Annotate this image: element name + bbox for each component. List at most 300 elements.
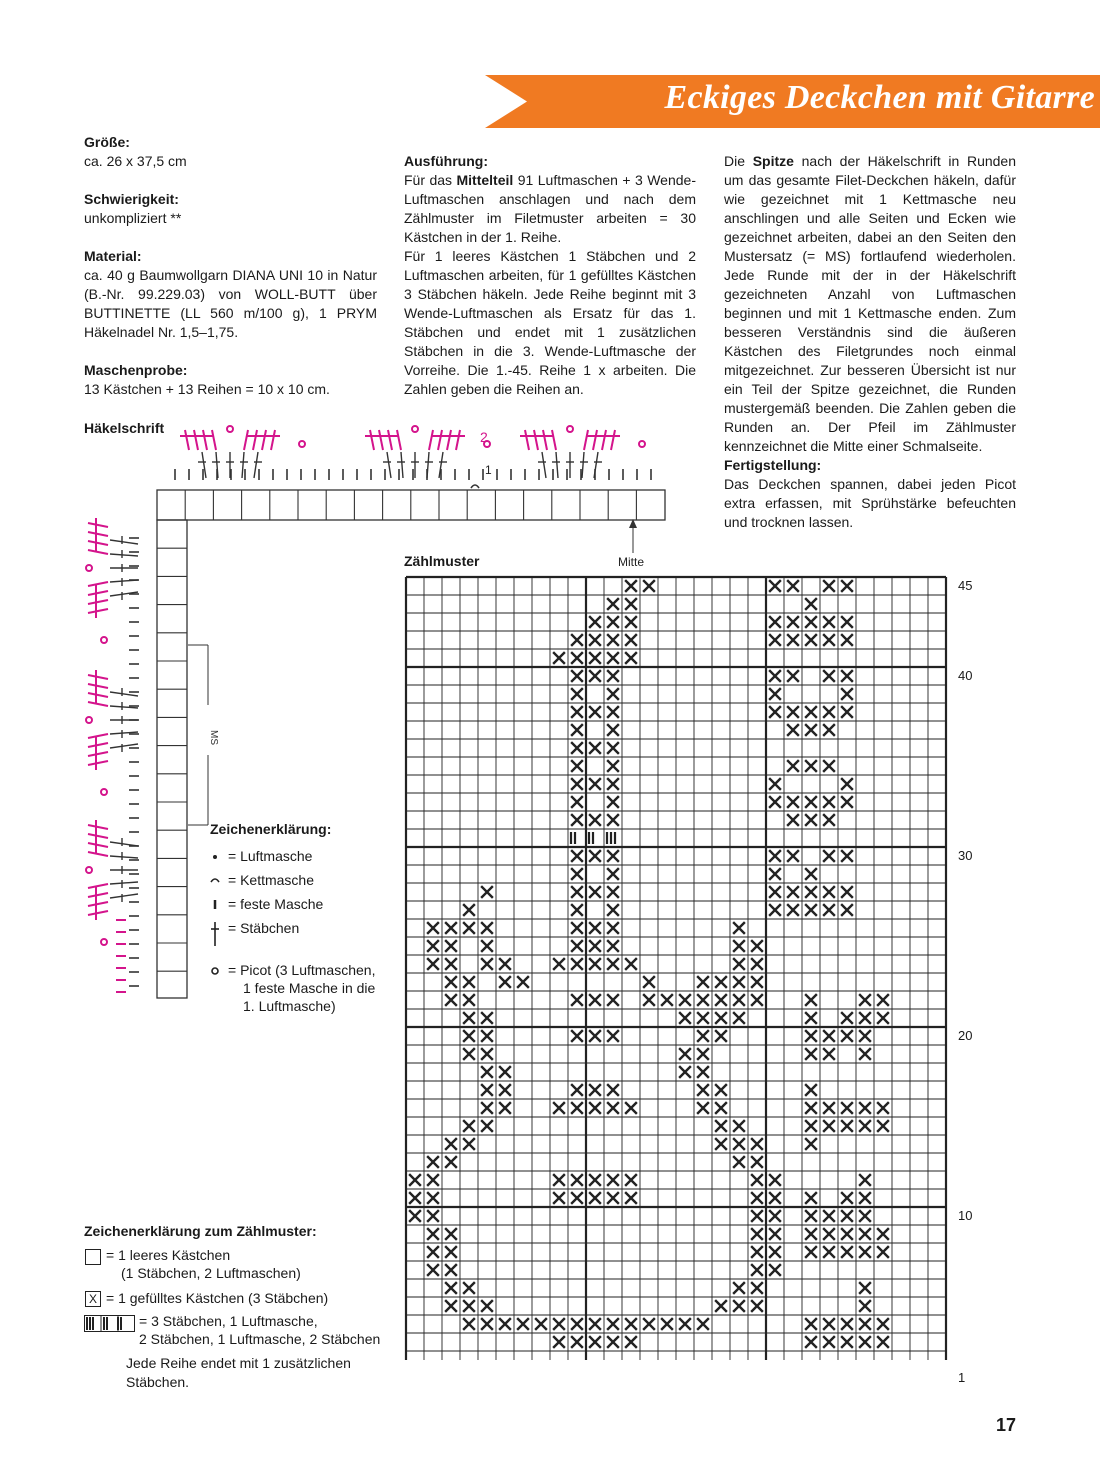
filled-cell xyxy=(698,1067,708,1077)
filled-cell xyxy=(446,995,456,1005)
filled-cell xyxy=(482,959,492,969)
legend-bars-2: 2 Stäbchen, 1 Luftmasche, 2 Stäbchen xyxy=(139,1331,381,1347)
filled-cell xyxy=(698,1085,708,1095)
filled-cell xyxy=(878,1013,888,1023)
filled-cell xyxy=(842,1211,852,1221)
filled-cell xyxy=(608,869,618,879)
filled-cell xyxy=(446,1247,456,1257)
filled-cell xyxy=(482,923,492,933)
filled-cell xyxy=(590,1337,600,1347)
filled-cell xyxy=(878,1229,888,1239)
filled-cell xyxy=(806,1319,816,1329)
filled-cell xyxy=(644,977,654,987)
symbol-legend-title: Zeichenerklärung: xyxy=(210,821,332,837)
filled-cell xyxy=(428,1157,438,1167)
bars-box-icon xyxy=(84,1315,136,1333)
legend-picot-2: 1 feste Masche in die xyxy=(243,980,376,996)
filled-cell xyxy=(608,617,618,627)
filled-cell xyxy=(464,905,474,915)
filled-cell xyxy=(590,653,600,663)
filled-cell xyxy=(590,815,600,825)
filled-cell xyxy=(824,707,834,717)
filled-cell xyxy=(428,1193,438,1203)
center-arrow xyxy=(629,519,637,553)
filled-cell xyxy=(410,1193,420,1203)
row-label: 45 xyxy=(958,578,973,593)
filled-cell xyxy=(752,1157,762,1167)
filled-cell xyxy=(608,635,618,645)
filled-cell xyxy=(608,995,618,1005)
filled-cell xyxy=(770,707,780,717)
filled-cell xyxy=(428,1211,438,1221)
chart-marks xyxy=(410,581,888,1347)
legend-chain: = Luftmasche xyxy=(228,848,313,864)
filled-cell xyxy=(554,959,564,969)
filled-cell xyxy=(608,689,618,699)
filled-cell xyxy=(662,1319,672,1329)
filled-cell xyxy=(860,1337,870,1347)
filled-cell xyxy=(590,851,600,861)
filled-cell xyxy=(806,869,816,879)
picot-icon xyxy=(212,968,218,974)
filled-cell xyxy=(572,1319,582,1329)
difficulty-text: unkompliziert ** xyxy=(84,210,182,226)
filled-cell xyxy=(590,1175,600,1185)
legend-picot-1: = Picot (3 Luftmaschen, xyxy=(228,962,376,978)
filled-cell xyxy=(626,1193,636,1203)
filled-cell xyxy=(608,1031,618,1041)
filled-cell xyxy=(626,1175,636,1185)
filled-cell xyxy=(752,941,762,951)
filled-cell xyxy=(446,941,456,951)
filled-cell xyxy=(752,1301,762,1311)
filled-cell xyxy=(734,1121,744,1131)
filled-cell xyxy=(842,779,852,789)
filled-cell xyxy=(860,1229,870,1239)
filled-cell xyxy=(662,995,672,1005)
filled-cell xyxy=(842,1229,852,1239)
filled-cell xyxy=(788,851,798,861)
filled-cell xyxy=(788,797,798,807)
filled-cell xyxy=(860,1031,870,1041)
filled-cell xyxy=(446,1301,456,1311)
filled-cell xyxy=(446,977,456,987)
filled-cell xyxy=(842,851,852,861)
filled-cell xyxy=(806,617,816,627)
filled-cell xyxy=(464,1283,474,1293)
filled-cell xyxy=(572,689,582,699)
filled-cell xyxy=(878,1337,888,1347)
filled-cell xyxy=(608,743,618,753)
filled-cell xyxy=(842,707,852,717)
filled-cell xyxy=(572,869,582,879)
filled-cell xyxy=(626,653,636,663)
filled-cell xyxy=(734,941,744,951)
filled-cell xyxy=(878,995,888,1005)
filled-cell xyxy=(590,887,600,897)
filled-cell xyxy=(752,995,762,1005)
filled-cell xyxy=(788,635,798,645)
filled-cell xyxy=(842,671,852,681)
filled-cell xyxy=(824,1337,834,1347)
filled-cell xyxy=(608,761,618,771)
filled-cell xyxy=(428,941,438,951)
filled-cell xyxy=(500,1319,510,1329)
filled-cell xyxy=(752,1139,762,1149)
filled-cell xyxy=(716,1085,726,1095)
filled-cell xyxy=(734,1157,744,1167)
filled-cell xyxy=(464,1013,474,1023)
filled-cell xyxy=(608,653,618,663)
filled-cell xyxy=(572,1085,582,1095)
filled-cell xyxy=(500,1067,510,1077)
filled-cell xyxy=(716,995,726,1005)
filled-cell xyxy=(716,1139,726,1149)
filled-cell xyxy=(770,581,780,591)
filled-cell xyxy=(554,1319,564,1329)
filled-cell xyxy=(572,959,582,969)
filled-cell xyxy=(482,941,492,951)
filled-cell xyxy=(608,671,618,681)
filled-cell xyxy=(860,1013,870,1023)
filled-cell xyxy=(590,671,600,681)
filled-cell xyxy=(788,581,798,591)
legend-empty-2: (1 Stäbchen, 2 Luftmaschen) xyxy=(121,1265,301,1281)
filled-cell xyxy=(698,1103,708,1113)
filled-cell xyxy=(770,1229,780,1239)
filled-cell xyxy=(770,689,780,699)
filled-cell xyxy=(572,923,582,933)
filled-cell xyxy=(824,1031,834,1041)
filled-cell xyxy=(428,959,438,969)
filled-cell xyxy=(608,1337,618,1347)
filled-cell xyxy=(752,1283,762,1293)
filled-cell xyxy=(734,1013,744,1023)
filled-cell xyxy=(482,1031,492,1041)
filled-cell xyxy=(464,977,474,987)
filled-cell xyxy=(806,761,816,771)
filled-cell xyxy=(572,1103,582,1113)
filled-cell xyxy=(806,707,816,717)
difficulty-heading: Schwierigkeit: xyxy=(84,191,179,207)
filled-cell xyxy=(788,815,798,825)
filled-cell xyxy=(878,1103,888,1113)
filled-cell xyxy=(824,671,834,681)
filled-cell xyxy=(572,743,582,753)
row-label: 30 xyxy=(958,848,973,863)
filled-cell xyxy=(680,1067,690,1077)
filled-cell xyxy=(554,1175,564,1185)
legend-picot-3: 1. Luftmasche) xyxy=(243,998,336,1014)
gauge-heading: Maschenprobe: xyxy=(84,362,188,378)
filled-cell xyxy=(590,923,600,933)
filled-cell xyxy=(482,1121,492,1131)
filled-cell xyxy=(860,1121,870,1131)
filled-cell xyxy=(842,1319,852,1329)
filled-cell xyxy=(590,1319,600,1329)
filled-cell xyxy=(572,905,582,915)
instructions-p2: Für 1 leeres Kästchen 1 Stäbchen und 2 Luftmaschen arbeiten, für 1 gefülltes Kästchen 3 Stäbchen häkeln. Jede Reihe beginnt mit 3 Wende-Luftmaschen als Ersatz für das 1. Stäbchen und endet mit 1 zusätzlichen Stäbchen in die 3. Wende-Luftmasche der Vorreihe. Die 1.-45. Reihe 1 x arbeiten. Die Zahlen geben die Reihen an. xyxy=(404,248,696,397)
filled-cell xyxy=(752,977,762,987)
counting-chart xyxy=(400,570,1000,1360)
filled-cell xyxy=(410,1175,420,1185)
filled-cell xyxy=(590,1193,600,1203)
filled-cell xyxy=(806,1121,816,1131)
filled-cell xyxy=(698,977,708,987)
filled-cell xyxy=(482,1301,492,1311)
filled-cell xyxy=(680,1013,690,1023)
lace-paragraph xyxy=(724,152,1016,456)
filled-cell xyxy=(626,1103,636,1113)
filled-cell xyxy=(590,995,600,1005)
filled-cell xyxy=(842,1013,852,1023)
filled-cell xyxy=(572,653,582,663)
filled-cell xyxy=(770,671,780,681)
filled-cell xyxy=(734,959,744,969)
filled-cell xyxy=(842,887,852,897)
material-text: ca. 40 g Baumwollgarn DIANA UNI 10 in Natur (B.-Nr. 99.229.03) von WOLL-BUTT über BUTTINETTE (LL 560 m/100 g), 1 PRYM Häkelnadel Nr. 1,5–1,75. xyxy=(84,267,377,340)
filled-cell xyxy=(572,1193,582,1203)
legend-empty-1: = 1 leeres Kästchen xyxy=(106,1247,231,1263)
filled-cell xyxy=(806,1337,816,1347)
filled-cell xyxy=(626,959,636,969)
filled-cell xyxy=(860,1103,870,1113)
filled-cell xyxy=(806,599,816,609)
filled-cell xyxy=(572,761,582,771)
filled-cell xyxy=(482,1085,492,1095)
lace-post: nach der Häkelschrift in Runden um das gesamte Filet-Deckchen häkeln, dafür wie gezeichnet mit 1 Kettmasche neu anschlingen und alle Seiten und Ecken wie gezeichnet arbeiten, dabei an den Seiten den Mustersatz (= MS) fortlaufend wiederholen. Jede Runde mit der in der Häkelschrift gezeichneten Anzahl von Luftmaschen beginnen und mit 1 Kettmasche enden. Zum besseren Verständnis sind die äußeren Kästchen des Filetgrundes noch einmal mitgezeichnet. Zur besseren Übersicht ist nur ein Teil der Spitze gezeichnet, die Runden mustergemäß beenden. Die Zahlen geben die Runden an. Der Pfeil im Zählmuster kennzeichnet die Mitte einer Schmalseite. xyxy=(724,153,1017,454)
filled-cell xyxy=(806,1193,816,1203)
filled-cell xyxy=(482,887,492,897)
filled-cell xyxy=(680,1319,690,1329)
filled-cell xyxy=(572,1175,582,1185)
filled-cell xyxy=(464,1139,474,1149)
filled-cell xyxy=(698,995,708,1005)
filled-cell xyxy=(518,977,528,987)
filled-cell xyxy=(590,1103,600,1113)
filled-cell xyxy=(482,1103,492,1113)
filled-cell xyxy=(572,635,582,645)
filled-cell xyxy=(806,1031,816,1041)
filled-cell xyxy=(608,959,618,969)
filled-cell xyxy=(572,815,582,825)
row-label: 20 xyxy=(958,1028,973,1043)
filled-cell xyxy=(752,1193,762,1203)
empty-box-icon xyxy=(85,1249,101,1265)
filled-cell xyxy=(806,1085,816,1095)
filled-cell xyxy=(806,725,816,735)
p1-pre: Für das xyxy=(404,172,457,188)
filled-cell xyxy=(770,779,780,789)
filled-cell xyxy=(878,1121,888,1131)
filled-cell xyxy=(428,1247,438,1257)
filled-cell xyxy=(734,1283,744,1293)
filled-cell xyxy=(770,1247,780,1257)
filled-cell xyxy=(752,1175,762,1185)
filled-cell xyxy=(824,1247,834,1257)
filled-cell xyxy=(824,1211,834,1221)
filled-box-icon: X xyxy=(85,1291,101,1307)
filled-cell xyxy=(842,1121,852,1131)
filled-cell xyxy=(824,851,834,861)
filled-cell xyxy=(752,1229,762,1239)
middle-column xyxy=(404,152,696,399)
filled-cell xyxy=(734,1139,744,1149)
filled-cell xyxy=(572,671,582,681)
filled-cell xyxy=(824,1121,834,1131)
filled-cell xyxy=(842,689,852,699)
filled-cell xyxy=(608,905,618,915)
filled-cell xyxy=(824,797,834,807)
filled-cell xyxy=(788,905,798,915)
filled-cell xyxy=(446,959,456,969)
filled-cell xyxy=(806,635,816,645)
instructions-p1 xyxy=(404,171,696,247)
filled-cell xyxy=(608,1319,618,1329)
filled-cell xyxy=(608,1175,618,1185)
filled-cell xyxy=(482,1319,492,1329)
filled-cell xyxy=(572,707,582,717)
symbol-legend-icons xyxy=(205,845,230,980)
pattern-repeat-bracket xyxy=(188,645,208,825)
filled-cell xyxy=(572,1337,582,1347)
filled-cell xyxy=(482,1049,492,1059)
legend-bars-1: = 3 Stäbchen, 1 Luftmasche, xyxy=(139,1313,318,1329)
filled-cell xyxy=(428,1265,438,1275)
filled-cell xyxy=(770,635,780,645)
filled-cell xyxy=(572,1031,582,1041)
filled-cell xyxy=(842,617,852,627)
legend-slip: = Kettmasche xyxy=(228,872,314,888)
filled-cell xyxy=(626,635,636,645)
filled-cell xyxy=(734,995,744,1005)
filled-cell xyxy=(806,815,816,825)
filled-cell xyxy=(806,1103,816,1113)
filled-cell xyxy=(500,1103,510,1113)
title-banner xyxy=(485,75,1100,128)
filled-cell xyxy=(716,1301,726,1311)
legend-note-1: Jede Reihe endet mit 1 zusätzlichen xyxy=(126,1355,351,1371)
filled-cell xyxy=(860,1193,870,1203)
filled-cell xyxy=(716,977,726,987)
filled-cell xyxy=(734,1301,744,1311)
filled-cell xyxy=(824,1049,834,1059)
filled-cell xyxy=(518,1319,528,1329)
legend-single: = feste Masche xyxy=(228,896,324,912)
filled-cell xyxy=(788,887,798,897)
filled-cell xyxy=(824,761,834,771)
filled-cell xyxy=(626,617,636,627)
filled-cell xyxy=(608,1103,618,1113)
filled-cell xyxy=(806,1013,816,1023)
filled-cell xyxy=(608,1193,618,1203)
filled-cell xyxy=(860,1247,870,1257)
legend-note-2: Stäbchen. xyxy=(126,1374,190,1390)
filled-cell xyxy=(770,1211,780,1221)
chart-label: Zählmuster xyxy=(404,553,480,569)
filled-cell xyxy=(770,1265,780,1275)
row-label: 40 xyxy=(958,668,973,683)
slip-stitch-icon xyxy=(211,879,219,882)
filled-cell xyxy=(626,581,636,591)
filled-cell xyxy=(770,851,780,861)
filled-cell xyxy=(446,923,456,933)
left-column xyxy=(84,133,377,418)
filled-cell xyxy=(680,995,690,1005)
chart-grid xyxy=(406,577,946,1360)
filled-cell xyxy=(680,1049,690,1059)
filled-cell xyxy=(644,995,654,1005)
filled-cell xyxy=(860,1049,870,1059)
filled-cell xyxy=(860,995,870,1005)
size-text: ca. 26 x 37,5 cm xyxy=(84,153,187,169)
filled-cell xyxy=(428,1229,438,1239)
gauge-text: 13 Kästchen + 13 Reihen = 10 x 10 cm. xyxy=(84,381,330,397)
filled-cell xyxy=(500,977,510,987)
filled-cell xyxy=(806,1229,816,1239)
filled-cell xyxy=(788,725,798,735)
instructions-heading: Ausführung: xyxy=(404,153,488,169)
row-label: 10 xyxy=(958,1208,973,1223)
legend-filled: = 1 gefülltes Kästchen (3 Stäbchen) xyxy=(106,1290,329,1306)
filled-cell xyxy=(806,905,816,915)
filled-cell xyxy=(842,581,852,591)
filled-cell xyxy=(842,1031,852,1041)
round-1-label: 1 xyxy=(485,463,492,477)
filled-cell xyxy=(644,581,654,591)
filled-cell xyxy=(734,923,744,933)
filled-cell xyxy=(590,779,600,789)
lace-bold: Spitze xyxy=(752,153,794,169)
filled-cell xyxy=(464,1049,474,1059)
filled-cell xyxy=(770,797,780,807)
chart-legend-title: Zeichenerklärung zum Zählmuster: xyxy=(84,1223,317,1239)
filled-cell xyxy=(464,1031,474,1041)
filled-cell xyxy=(608,599,618,609)
filled-cell xyxy=(878,1319,888,1329)
chain-icon xyxy=(213,855,217,859)
material-heading: Material: xyxy=(84,248,142,264)
filled-cell xyxy=(698,1031,708,1041)
filled-cell xyxy=(842,1247,852,1257)
filled-cell xyxy=(824,1103,834,1113)
filled-cell xyxy=(446,1229,456,1239)
filled-cell xyxy=(860,1319,870,1329)
filled-cell xyxy=(752,1247,762,1257)
filled-cell xyxy=(770,869,780,879)
filled-cell xyxy=(716,1031,726,1041)
finishing-text: Das Deckchen spannen, dabei jeden Picot extra erfassen, mit Sprühstärke befeuchten und trocknen lassen. xyxy=(724,476,1016,530)
filled-cell xyxy=(590,743,600,753)
round-2-label: 2 xyxy=(480,429,488,445)
filled-cell xyxy=(590,941,600,951)
filled-cell xyxy=(806,1049,816,1059)
filled-cell xyxy=(806,797,816,807)
filled-cell xyxy=(752,1211,762,1221)
filled-cell xyxy=(608,1085,618,1095)
filled-cell xyxy=(446,1139,456,1149)
filled-cell xyxy=(770,905,780,915)
filled-cell xyxy=(698,1319,708,1329)
filled-cell xyxy=(590,1085,600,1095)
filled-cell xyxy=(716,1121,726,1131)
filled-cell xyxy=(788,671,798,681)
filled-cell xyxy=(752,959,762,969)
page-number: 17 xyxy=(995,1415,1016,1435)
filled-cell xyxy=(590,959,600,969)
filled-cell xyxy=(806,995,816,1005)
row-label: 1 xyxy=(958,1370,966,1385)
